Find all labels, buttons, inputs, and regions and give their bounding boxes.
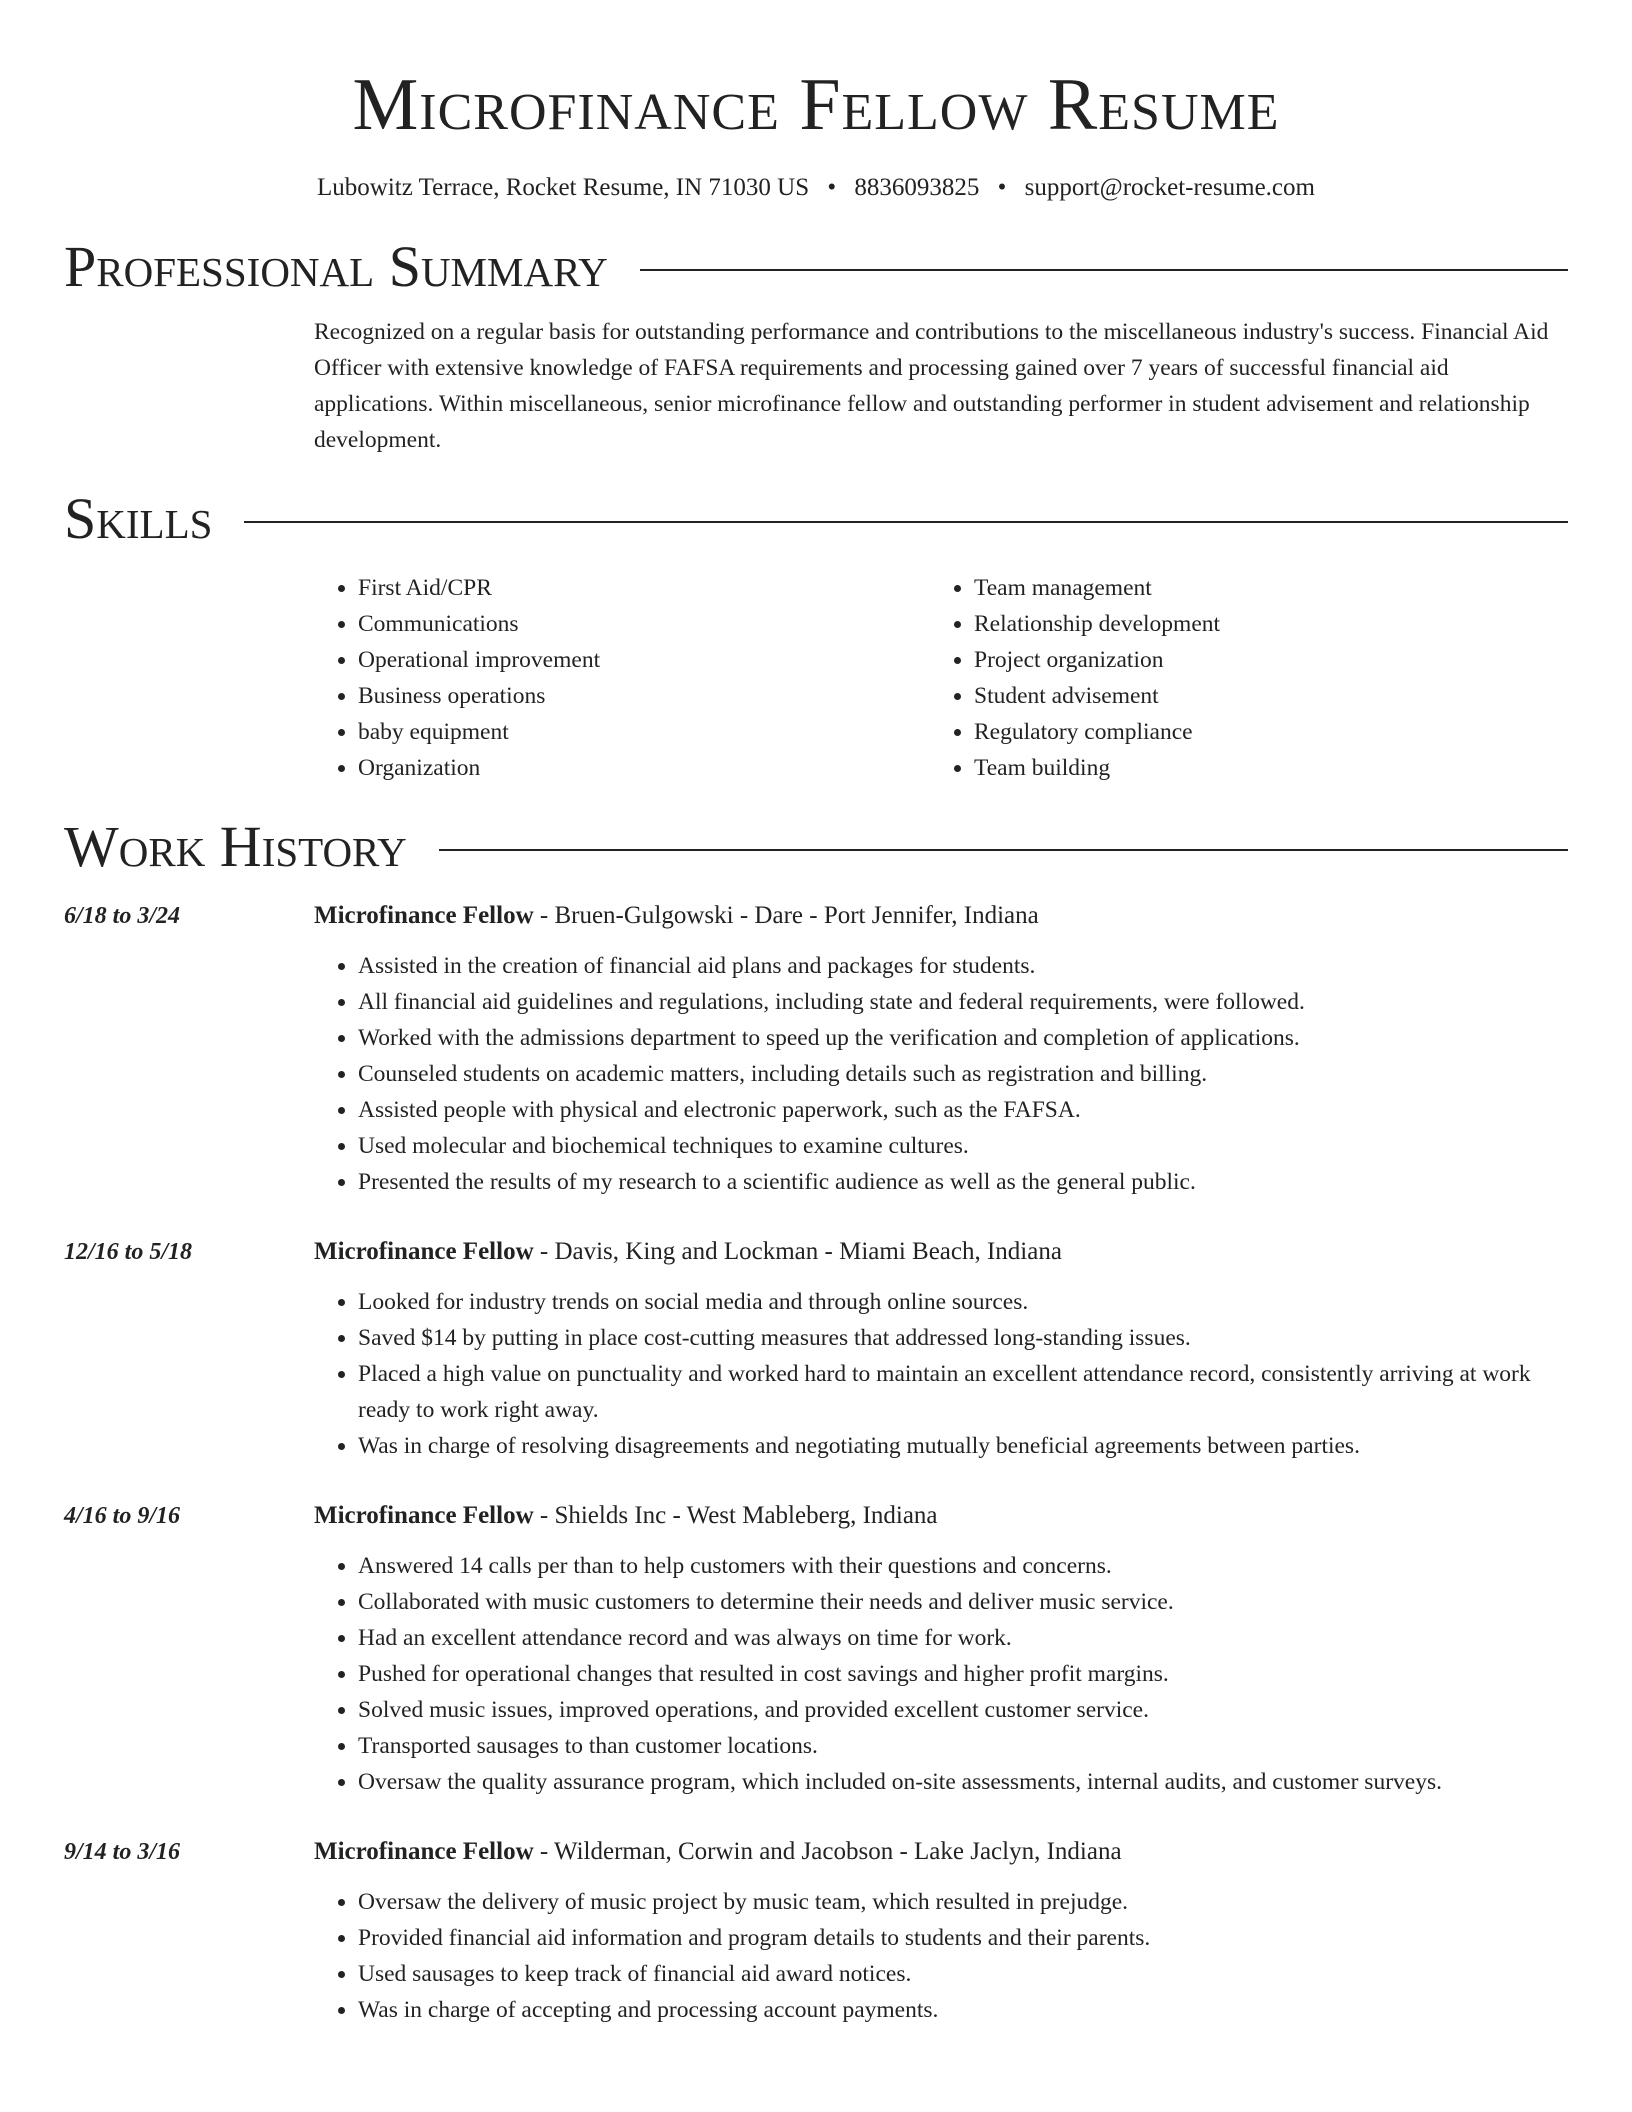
job-bullet: • Presented the results of my research to a scientific audience as well as the general public.: [358, 1164, 1568, 1200]
job-bullet: • Provided financial aid information and program details to students and their parents.: [358, 1920, 1568, 1956]
job-entry: [64, 898, 1568, 1200]
job-bullet: • Answered 14 calls per than to help customers with their questions and concerns.: [358, 1548, 1568, 1584]
job-bullets: [314, 1884, 1568, 2028]
job-bullet: • Used sausages to keep track of financial aid award notices.: [358, 1956, 1568, 1992]
job-header: [314, 1834, 1568, 1870]
job-bullet: • Saved $14 by putting in place cost-cutting measures that addressed long-standing issues.: [358, 1320, 1568, 1356]
contact-phone: 8836093825: [854, 174, 980, 201]
job-entry: [64, 1834, 1568, 2028]
job-position: Microfinance Fellow: [314, 902, 534, 929]
job-position: Microfinance Fellow: [314, 1838, 534, 1865]
skill-item: • Team building: [974, 750, 1546, 786]
job-bullet: • Transported sausages to than customer locations.: [358, 1728, 1568, 1764]
job-bullet: • Was in charge of accepting and processing account payments.: [358, 1992, 1568, 2028]
job-bullet: • Was in charge of resolving disagreements and negotiating mutually beneficial agreements between parties.: [358, 1428, 1568, 1464]
skill-item: • Communications: [358, 606, 930, 642]
skill-item: • Regulatory compliance: [974, 714, 1546, 750]
job-bullet: • Pushed for operational changes that resulted in cost savings and higher profit margins.: [358, 1656, 1568, 1692]
job-details: - Wilderman, Corwin and Jacobson - Lake Jaclyn, Indiana: [533, 1838, 1122, 1865]
job-bullet: • All financial aid guidelines and regulations, including state and federal requirements, were followed.: [358, 984, 1568, 1020]
job-header: [314, 1234, 1568, 1270]
summary-text: Recognized on a regular basis for outstanding performance and contributions to the miscellaneous industry's success. Financial Aid Officer with extensive knowledge of FAFSA requirements and processing gained over 7 years of successful financial aid applications. Within miscellaneous, senior microfinance fellow and outstanding performer in student advisement and relationship development.: [314, 319, 1549, 453]
job-bullet: • Oversaw the quality assurance program, which included on-site assessments, internal audits, and customer surveys.: [358, 1764, 1568, 1800]
section-divider: [640, 269, 1568, 271]
job-details: - Davis, King and Lockman - Miami Beach, Indiana: [533, 1238, 1062, 1265]
job-bullet: • Assisted people with physical and electronic paperwork, such as the FAFSA.: [358, 1092, 1568, 1128]
skill-item: • Team management: [974, 570, 1546, 606]
skill-item: • Business operations: [358, 678, 930, 714]
job-dates: 6/18 to 3/24: [64, 903, 181, 929]
job-bullets: [314, 1548, 1568, 1800]
work-heading: Work History: [64, 814, 407, 879]
section-divider: [439, 849, 1568, 851]
skills-list: [314, 570, 1568, 786]
skills-heading: Skills: [64, 486, 213, 551]
job-entry: [64, 1234, 1568, 1464]
section-divider: [244, 521, 1568, 523]
job-bullet: • Collaborated with music customers to determine their needs and deliver music service.: [358, 1584, 1568, 1620]
job-bullet: • Looked for industry trends on social media and through online sources.: [358, 1284, 1568, 1320]
job-dates: 12/16 to 5/18: [64, 1239, 193, 1265]
job-position: Microfinance Fellow: [314, 1238, 534, 1265]
contact-email: support@rocket-resume.com: [1024, 174, 1315, 201]
job-body: [314, 1498, 1568, 1800]
job-header: [314, 1498, 1568, 1534]
resume-title: Microfinance Fellow Resume: [352, 64, 1280, 146]
job-bullets: [314, 1284, 1568, 1464]
job-bullet: • Oversaw the delivery of music project by music team, which resulted in prejudge.: [358, 1884, 1568, 1920]
job-position: Microfinance Fellow: [314, 1502, 534, 1529]
job-bullet: • Assisted in the creation of financial aid plans and packages for students.: [358, 948, 1568, 984]
skill-item: • baby equipment: [358, 714, 930, 750]
skill-item: • First Aid/CPR: [358, 570, 930, 606]
job-entry: [64, 1498, 1568, 1800]
job-body: [314, 1234, 1568, 1464]
skills-column-right: [930, 570, 1546, 786]
job-bullet: • Had an excellent attendance record and was always on time for work.: [358, 1620, 1568, 1656]
job-details: - Shields Inc - West Mableberg, Indiana: [533, 1502, 938, 1529]
skill-item: • Project organization: [974, 642, 1546, 678]
work-section-header: [64, 814, 1568, 880]
skills-column-left: [314, 570, 930, 786]
contact-separator: •: [997, 174, 1007, 201]
contact-separator: •: [827, 174, 837, 201]
job-body: [314, 898, 1568, 1200]
job-bullet: • Used molecular and biochemical techniques to examine cultures.: [358, 1128, 1568, 1164]
job-bullet: • Solved music issues, improved operations, and provided excellent customer service.: [358, 1692, 1568, 1728]
job-dates: 9/14 to 3/16: [64, 1839, 181, 1865]
job-header: [314, 898, 1568, 934]
summary-heading: Professional Summary: [64, 234, 608, 299]
job-bullets: [314, 948, 1568, 1200]
skill-item: • Student advisement: [974, 678, 1546, 714]
skills-section-header: [64, 486, 1568, 552]
job-bullet: • Placed a high value on punctuality and worked hard to maintain an excellent attendance record, consistently arriving at work ready to work right away.: [358, 1356, 1568, 1428]
job-bullet: • Counseled students on academic matters, including details such as registration and billing.: [358, 1056, 1568, 1092]
job-body: [314, 1834, 1568, 2028]
skill-item: • Operational improvement: [358, 642, 930, 678]
job-bullet: • Worked with the admissions department to speed up the verification and completion of applications.: [358, 1020, 1568, 1056]
contact-line: [0, 172, 1632, 204]
job-details: - Bruen-Gulgowski - Dare - Port Jennifer, Indiana: [533, 902, 1039, 929]
skill-item: • Organization: [358, 750, 930, 786]
job-dates: 4/16 to 9/16: [64, 1503, 181, 1529]
contact-address: Lubowitz Terrace, Rocket Resume, IN 71030 US: [317, 174, 810, 201]
skill-item: • Relationship development: [974, 606, 1546, 642]
summary-section-header: [64, 234, 1568, 300]
